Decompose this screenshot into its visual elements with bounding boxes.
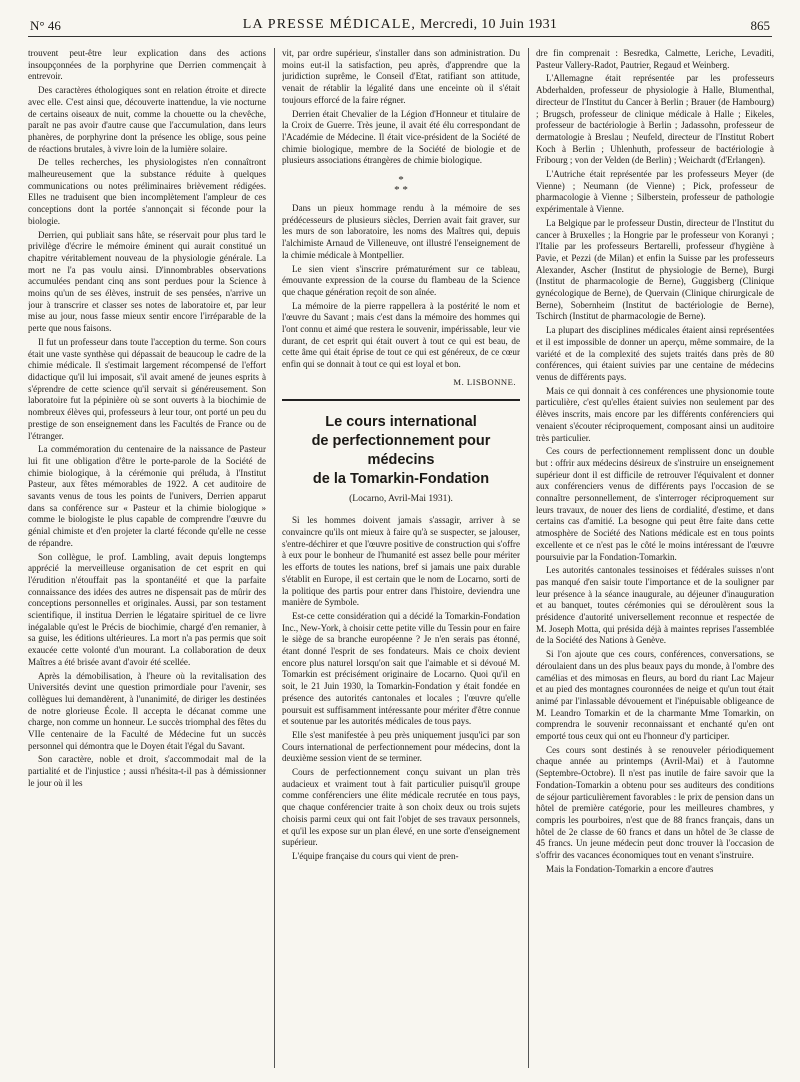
column-3 bbox=[536, 48, 774, 1072]
article-divider bbox=[282, 399, 520, 401]
column-rule bbox=[528, 48, 529, 1068]
journal-masthead bbox=[28, 17, 772, 33]
paragraph: Mais la Fondation-Tomarkin a encore d'autres bbox=[546, 863, 714, 874]
paragraph: La mémoire de la pierre rappellera à la postérité le nom et l'œuvre du Savant ; mais c'est dans la mémoire des hommes qui l'ont connu et aimé que restera le souvenir, impérissable, leur vie durant, de cet esprit qui était ouvert à tout ce qui est beau, de cette âme qui était éprise de tout ce qui est généreux, de ce cœur enfin qui se donnait à tout ce qui est loyal et bon. bbox=[282, 300, 520, 370]
asterism-bottom: * * bbox=[394, 184, 408, 197]
paragraph: De telles recherches, les physiologistes n'en connaîtront malheureusement que la substance réduite à quelques communications ou notes préliminaires brièvement rédigées. Elles ne traduisent que bien incomplètement l'ampleur de ces conceptions dont la portée s'annonçait si féconde pour la biologie. bbox=[28, 157, 266, 226]
paragraph: Son caractère, noble et droit, s'accommodait mal de la partialité et de l'injustice ; aussi n'hésita-t-il pas à démissionner le jour où il les bbox=[28, 754, 266, 788]
article-subtitle: (Locarno, Avril-Mai 1931). bbox=[349, 493, 453, 504]
paragraph: Des caractères éthologiques sont en relation étroite et directe avec elle. C'est ainsi que, découverte inattendue, la vie nocturne de certains oiseaux de nuit, comme la chouette ou la chevêche, paraît ne pas avoir d'autre cause que l'accumulation, dans leurs phanères, de porphyrine dont la présence les oblige, sous peine de réactions brutales, à vivre loin de la lumière solaire. bbox=[28, 85, 266, 154]
paragraph: Ces cours de perfectionnement remplissent donc un double but : offrir aux médecins désireux de s'instruire un enseignement supérieur dont il est difficile de retrouver l'équivalent et donner aux conférenciers venus de différents pays l'occasion de se connaître personnellement, de s'interroger réciproquement sur leurs travaux, de nouer des liens de cordialité, d'estime, et dans certains cas d'amitié. La besogne qui peut être faite dans cette atmosphère de Société des Nations médicale est en tous points excellente et ce n'est pas le côté le moins intéressant de l'œuvre poursuivie par la Fondation-Tomarkin. bbox=[536, 446, 774, 562]
paragraph: Après la démobilisation, à l'heure où la revitalisation des Universités devint une question primordiale pour l'avenir, ses collègues lui demandèrent, à l'unanimité, de diriger les destinées de notre glorieuse École. Il accepta le décanat comme une charge, non comme un honneur. Le succès triomphal des fêtes du VIIe centenaire de la Faculté de Médecine fut un succès personnel qui démontra que le Doyen était l'égal du Savant. bbox=[28, 670, 266, 751]
paragraph: L'Autriche était représentée par les professeurs Meyer (de Vienne) ; Neumann (de Vienne) ; Pick, professeur de pharmacologie à Vienne ; Silberstein, professeur de pathologie expérimentale à Vienne. bbox=[536, 169, 774, 215]
paragraph: L'équipe française du cours qui vient de pren- bbox=[292, 850, 459, 861]
paragraph: La Belgique par le professeur Dustin, directeur de l'Institut du cancer à Bruxelles ; la Hongrie par le professeur von Koranyi ; l'Italie par les professeurs Bertarelli, professeur d'hygiène à Pavie, et Pezzi (de Milan) et enfin la Suisse par les professeurs Alexander, Ascher (Institut de physiologie de Berne), Burgi (Institut de pharmacologie de Berne), Guggisberg (Clinique gynécologique de Berne), de Quervain (Clinique chirurgicale de Berne), Sobernheim (Institut de bactériologie de Berne), Tschirch (Institut de pharmacologie de Berne). bbox=[536, 217, 774, 322]
paragraph: L'Allemagne était représentée par les professeurs Abderhalden, professeur de physiologie à Halle, Blumenthal, directeur de l'Institut du Cancer à Berlin ; Brauer (de Hambourg) ; Brugsch, professeur de clinique médicale à Halle ; Eikeles, professeur de bactériologie à Berlin ; Jadassohn, professeur de dermatologie à Breslau ; Neufeld, directeur de l'Institut Robert Koch à Berlin ; Uhlenhuth, professeur de bactériologie à Fribourg ; von der Velden (de Berlin) ; Weichardt (d'Erlangen). bbox=[536, 73, 774, 166]
page-number: 865 bbox=[750, 18, 770, 33]
paragraph: Dans un pieux hommage rendu à la mémoire de ses prédécesseurs de plusieurs siècles, Derrien avait fait graver, sur les murs de son laboratoire, les noms des Maîtres qui, depuis l'alchimiste Arnaud de Villeneuve, ont illustré l'enseignement de la chimie médicale à Montpellier. bbox=[282, 203, 520, 260]
paragraph: Cours de perfectionnement conçu suivant un plan très audacieux et vraiment tout à fait particulier puisqu'il groupe comme conférenciers une élite médicale recrutée en tous pays, que chaque conférencier traite à son choix deux ou trois sujets choisis parmi ceux qui ont fait l'objet de ses travaux personnels, et qu'il les expose sur un plan élevé, en une sorte d'enseignement supérieur. bbox=[282, 767, 520, 848]
paragraph: Il fut un professeur dans toute l'acception du terme. Son cours était une vaste synthèse qui dépassait de beaucoup le cadre de la chimie médicale. Il s'estimait largement récompensé de l'effort didactique qu'il lui imposait, s'il avait amené de jeunes esprits à s'éprendre de cette science qu'il servait si généreusement. Son laboratoire fut la pépinière où se sont ouverts à la biochimie de nombreux élèves qui, professeurs à leur tour, ont porté un peu du prestige de son enseignement dans les Facultés de France ou de l'étranger. bbox=[28, 336, 266, 441]
paragraph: Elle s'est manifestée à peu près uniquement jusqu'ici par son Cours international de perfectionnement pour médecins, dont la deuxième session vient de se terminer. bbox=[282, 729, 520, 764]
paragraph: Les autorités cantonales tessinoises et fédérales suisses n'ont pas manqué d'en saisir toute l'importance et de la souligner par leur présence à la séance inaugurale, au déjeuner d'inauguration et au banquet, toutes cérémonies qui se déroulèrent sous la présidence d'autorité universellement reconnue et respectée de M. Joseph Motta, qui présida déjà à maintes reprises l'assemblée de la Société des Nations à Genève. bbox=[536, 565, 774, 646]
article-title bbox=[282, 413, 520, 489]
column-1 bbox=[28, 48, 266, 1072]
paragraph: Son collègue, le prof. Lambling, avait depuis longtemps apprécié la merveilleuse organisation de cet esprit en qui l'érudition n'étouffait pas la spontanéité et que la parfaite connaissance des idées des autres ne dispensait pas de mûrir des conceptions personnelles et originales. Aussi, par son testament scientifique, il institua Derrien le légataire spirituel de ce livre inégalable qu'est le Précis de biochimie, chargé d'en remanier, à sa guise, les éditions ultérieures. La mort n'a pas permis que soit exaucée cette volonté d'un mourant. La collaboration de deux Maîtres a été brisée avant d'avoir été scellée. bbox=[28, 551, 266, 667]
asterism-top: * bbox=[398, 174, 404, 187]
paragraph: Est-ce cette considération qui a décidé la Tomarkin-Fondation Inc., New-York, à choisir cette petite ville du Tessin pour en faire le siège de sa branche européenne ? Je n'en serais pas étonné, étant donné l'esprit de ses fondateurs. Mais ce choix devient encore plus naturel lorsqu'on sait que l'aimable et si dévoué M. Tomarkin est précisément originaire de Locarno. Quoi qu'il en soit, le 21 Juin 1930, la Tomarkin-Fondation y était fondée en présence des autorités cantonales et locales ; l'œuvre qu'elle poursuit est suffisamment intéressante pour mériter d'être connue et soutenue par les autorités médicales de tous pays. bbox=[282, 610, 520, 727]
paragraph: Si les hommes doivent jamais s'assagir, arriver à se convaincre qu'ils ont mieux à faire qu'à se suspecter, se jalouser, s'entre-déchirer et que l'œuvre positive de construction qui s'offre à eux pour le bonheur de l'humanité est assez belle pour mériter les efforts de toutes les nations, bref si jamais une paix durable s'établit en Europe, il est certain que le nom de Locarno, sorti de la politique des partis pour entrer dans l'histoire, deviendra une manière de Symbole. bbox=[282, 515, 520, 608]
paragraph: La commémoration du centenaire de la naissance de Pasteur lui fit une obligation d'être le porte-parole de la Société de chimie biologique, à la cérémonie qui préluda, à l'Institut Pasteur, aux fêtes mémorables de 1922. A cet auditoire de savants venus de tous les points de l'univers, Derrien apparut dans sa conférence sur « Pasteur et la chimie biologique » comme le biologiste le plus capable de comprendre l'œuvre du génial chimiste et d'en projeter la clarté féconde qu'elle ne cesse de répandre. bbox=[28, 444, 266, 548]
paragraph: Le sien vient s'inscrire prématurément sur ce tableau, émouvante expression de la course du flambeau de la Science que chaque génération reçoit de son aînée. bbox=[282, 263, 520, 297]
paragraph: dre fin comprenait : Besredka, Calmette, Leriche, Levaditi, Pasteur Vallery-Radot, Pautrier, Regaud et Weinberg. bbox=[536, 48, 774, 70]
paragraph: La plupart des disciplines médicales étaient ainsi représentées et il est impossible de donner un aperçu, même sommaire, de la variété et de la complexité des sujets traités dans près de 80 conférences, qui étaient suivies par une centaine de médecins venus de différents pays. bbox=[536, 325, 774, 382]
column-rule bbox=[274, 48, 275, 1068]
section-asterism bbox=[282, 175, 520, 195]
journal-name: LA PRESSE MÉDICALE, bbox=[242, 17, 417, 32]
paragraph: Derrien, qui publiait sans hâte, se réservait pour plus tard le privilège d'écrire le mémoire éminent qui aurait constitué un chapitre véritablement nouveau de la physiologie générale. La mort ne l'a pas voulu ainsi. D'innombrables observations accumulées pendant cinq ans sont perdues pour la Science à moins qu'un de ses élèves, instruit de ses pensées, n'arrive un jour à transcrire et classer ses notes de laboratoire et, par leur mise au jour, nous fasse mieux sentir encore l'irréparable de la perte que nous faisons. bbox=[28, 229, 266, 334]
issue-date: Mercredi, 10 Juin 1931 bbox=[419, 17, 558, 32]
paragraph: vit, par ordre supérieur, s'installer dans son administration. Du moins eut-il la satisfaction, peu après, d'apprendre que la juridiction suprême, le Conseil d'Etat, ratifiant son attitude, venait de rétablir la légalité dans une enceinte où il s'était toujours efforcé de la faire régner. bbox=[282, 48, 520, 105]
paragraph: trouvent peut-être leur explication dans des actions insoupçonnées de la porphyrine que Derrien commençait à entrevoir. bbox=[28, 48, 266, 82]
paragraph: Si l'on ajoute que ces cours, conférences, conversations, se déroulaient dans un des plus beaux pays du monde, à l'ombre des camélias et des mimosas en fleurs, au bord du riant Lac Majeur et au pied des montagnes couronnées de neige et qu'un tout était animé par l'inlassable dévouement et l'inépuisable obligeance de M. Leandro Tomarkin et de la charmante Mme Tomarkin, on comprendra le souvenir reconnaissant et enchanté qu'en ont emporté tous ceux qui ont eu l'honneur d'y participer. bbox=[536, 649, 774, 742]
article-title-line-1: Le cours international bbox=[325, 413, 477, 430]
author-signature: M. LISBONNE. bbox=[453, 376, 516, 387]
article-title-line-2: de perfectionnement pour médecins bbox=[311, 432, 491, 468]
article-title-line-3: de la Tomarkin-Fondation bbox=[312, 470, 490, 487]
paragraph: Mais ce qui donnait à ces conférences une physionomie toute particulière, c'est qu'elles étaient suivies non seulement par des élèves inscrits, mais encore par les différents conférenciers qui venaient s'écouter réciproquement, composant ainsi un auditoire très particulier. bbox=[536, 385, 774, 443]
page-header bbox=[28, 14, 772, 37]
paragraph: Ces cours sont destinés à se renouveler périodiquement chaque année au printemps (Avril-Mai) et à l'automne (Septembre-Octobre). Il n'est pas inutile de faire savoir que la Fondation-Tomarkin a obtenu pour ses auditeurs des conditions de séjour particulièrement favorables : le prix de pension dans un hôtel de première catégorie, pour les meilleures chambres, y compris les pourboires, n'est que de 88 francs français, dans un hôtel de 2e classe de 60 francs et dans un hôtel de 3e classe de 45 francs. Un jeune médecin peut donc trouver là l'occasion de s'offrir des vacances économiques tout en venant s'instruire. bbox=[536, 744, 774, 861]
column-2 bbox=[282, 48, 520, 1072]
issue-number: N° 46 bbox=[30, 18, 61, 33]
paragraph: Derrien était Chevalier de la Légion d'Honneur et titulaire de la Croix de Guerre. Très jeune, il avait été élu correspondant de l'Académie de Médecine. Il était vice-président de la Société de chimie biologique, membre de la Société de biologie et de plusieurs associations étrangères de chimie biologique. bbox=[282, 108, 520, 166]
